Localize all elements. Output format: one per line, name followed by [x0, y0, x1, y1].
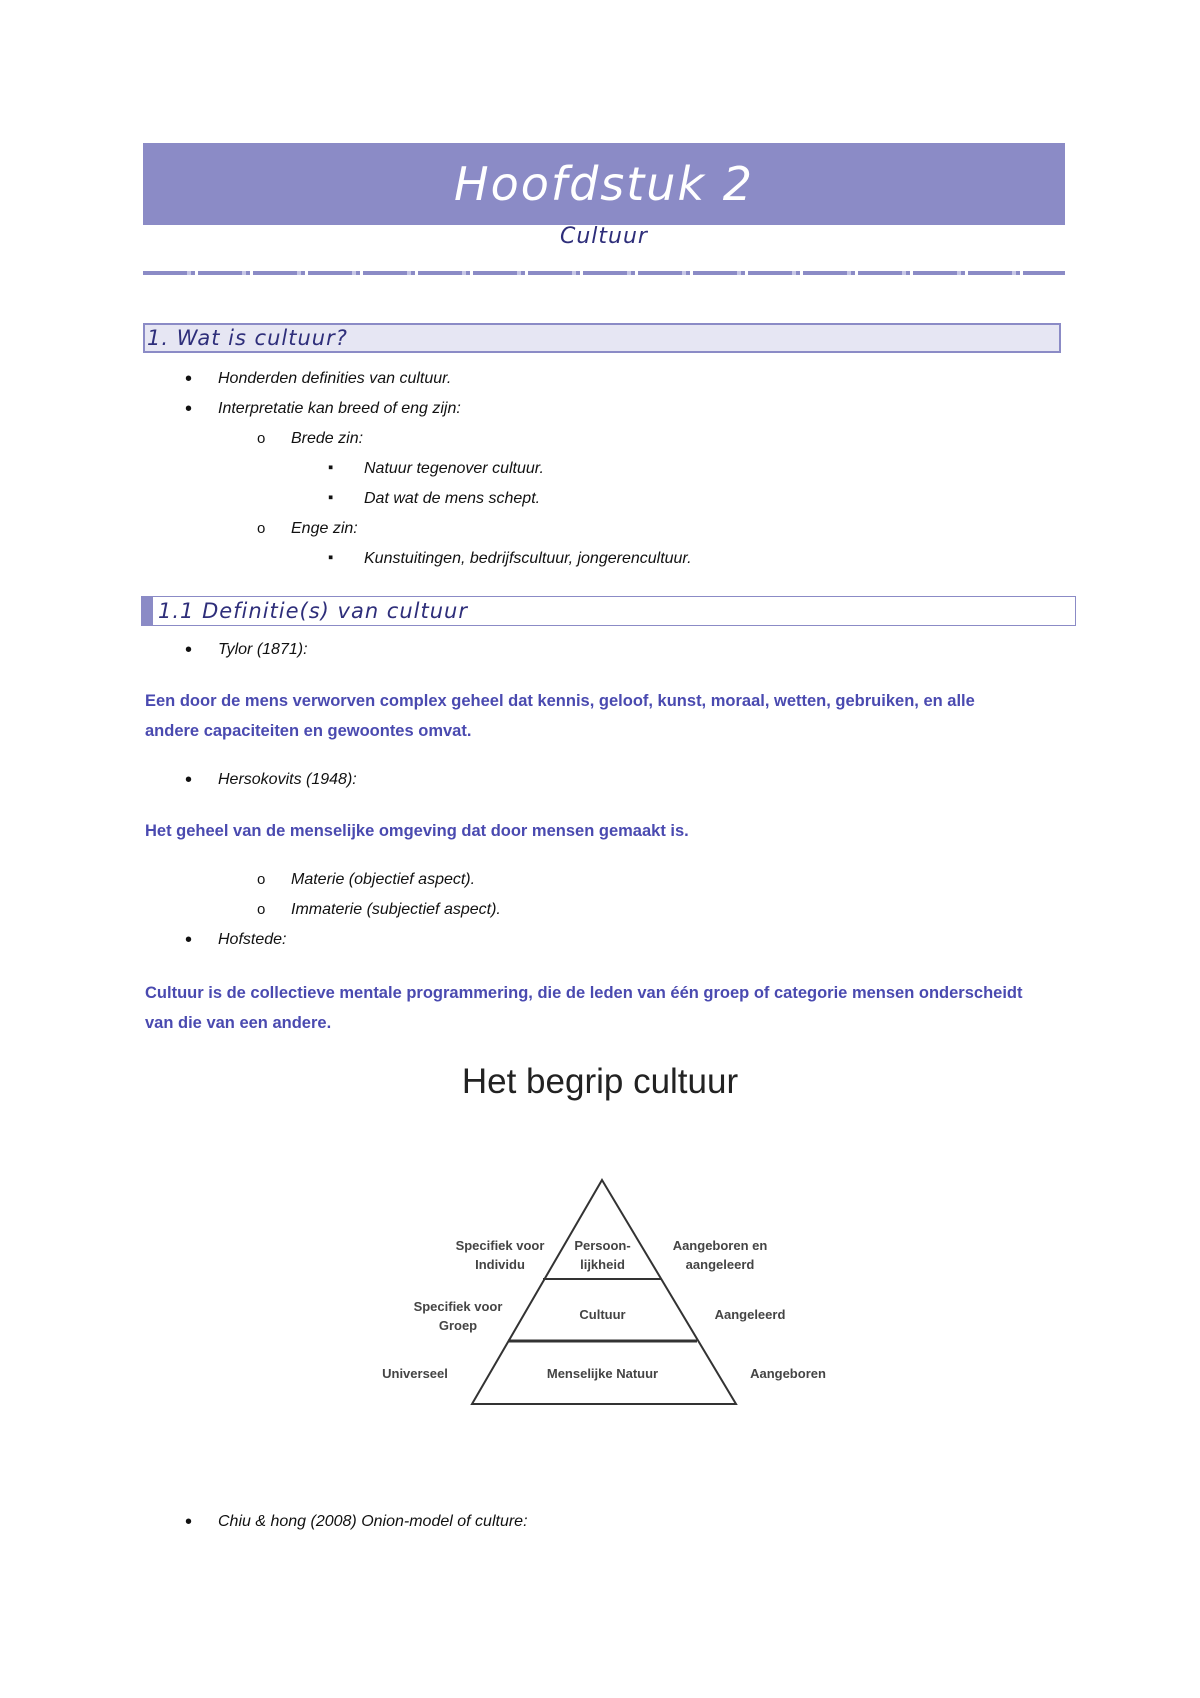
hofstede-quote-line-2: van die van een andere.	[145, 1014, 332, 1032]
list-item: ▪ Kunstuitingen, bedrijfscultuur, jongerencultuur.	[364, 550, 692, 568]
section-heading-1-text: 1. Wat is cultuur?	[147, 326, 348, 350]
list-item: o Enge zin:	[291, 520, 358, 538]
pyramid-level-bottom: Menselijke Natuur	[546, 1366, 659, 1381]
page-subtitle: Cultuur	[560, 224, 648, 249]
figure-title: Het begrip cultuur	[461, 1062, 739, 1101]
list-item: • Hersokovits (1948):	[218, 771, 357, 789]
pyramid-level-top-text: Persoon- lijkheid	[574, 1238, 631, 1272]
list-item: o Brede zin:	[291, 430, 363, 448]
pyramid-right-bottom: Aangeboren	[750, 1366, 826, 1381]
list-item: ▪ Natuur tegenover cultuur.	[364, 460, 544, 478]
page-title: Hoofdstuk 2	[454, 157, 754, 211]
list-item: o Materie (objectief aspect).	[291, 871, 475, 889]
pyramid-right-top: Aangeboren en aangeleerd	[672, 1238, 768, 1272]
list-item: ▪ Dat wat de mens schept.	[364, 490, 540, 508]
tylor-quote-line-2: andere capaciteiten en gewoontes omvat.	[145, 722, 472, 740]
list-item: • Honderden definities van cultuur.	[218, 370, 451, 388]
pyramid-left-middle: Specifiek voor Groep	[413, 1299, 503, 1333]
tylor-quote-line-1: Een door de mens verworven complex geheel dat kennis, geloof, kunst, moraal, wetten, gebruiken, en alle	[145, 692, 975, 710]
list-item: • Tylor (1871):	[218, 641, 308, 659]
list-item: • Interpretatie kan breed of eng zijn:	[218, 400, 461, 418]
list-item: • Hofstede:	[218, 931, 286, 949]
pyramid-level-top	[555, 1236, 650, 1274]
hersokovits-quote: Het geheel van de menselijke omgeving dat door mensen gemaakt is.	[145, 822, 689, 840]
list-item: o Immaterie (subjectief aspect).	[291, 901, 501, 919]
pyramid-left-top: Specifiek voor Individu	[455, 1238, 545, 1272]
list-item: • Chiu & hong (2008) Onion-model of culture:	[218, 1513, 528, 1531]
pyramid-level-middle: Cultuur	[579, 1307, 626, 1322]
pyramid-right-middle: Aangeleerd	[714, 1307, 786, 1322]
pyramid-left-bottom: Universeel	[382, 1366, 448, 1381]
section-heading-1-1-text: 1.1 Definitie(s) van cultuur	[158, 599, 468, 623]
hofstede-quote-line-1: Cultuur is de collectieve mentale programmering, die de leden van één groep of categorie mensen onderscheidt	[145, 984, 1023, 1002]
